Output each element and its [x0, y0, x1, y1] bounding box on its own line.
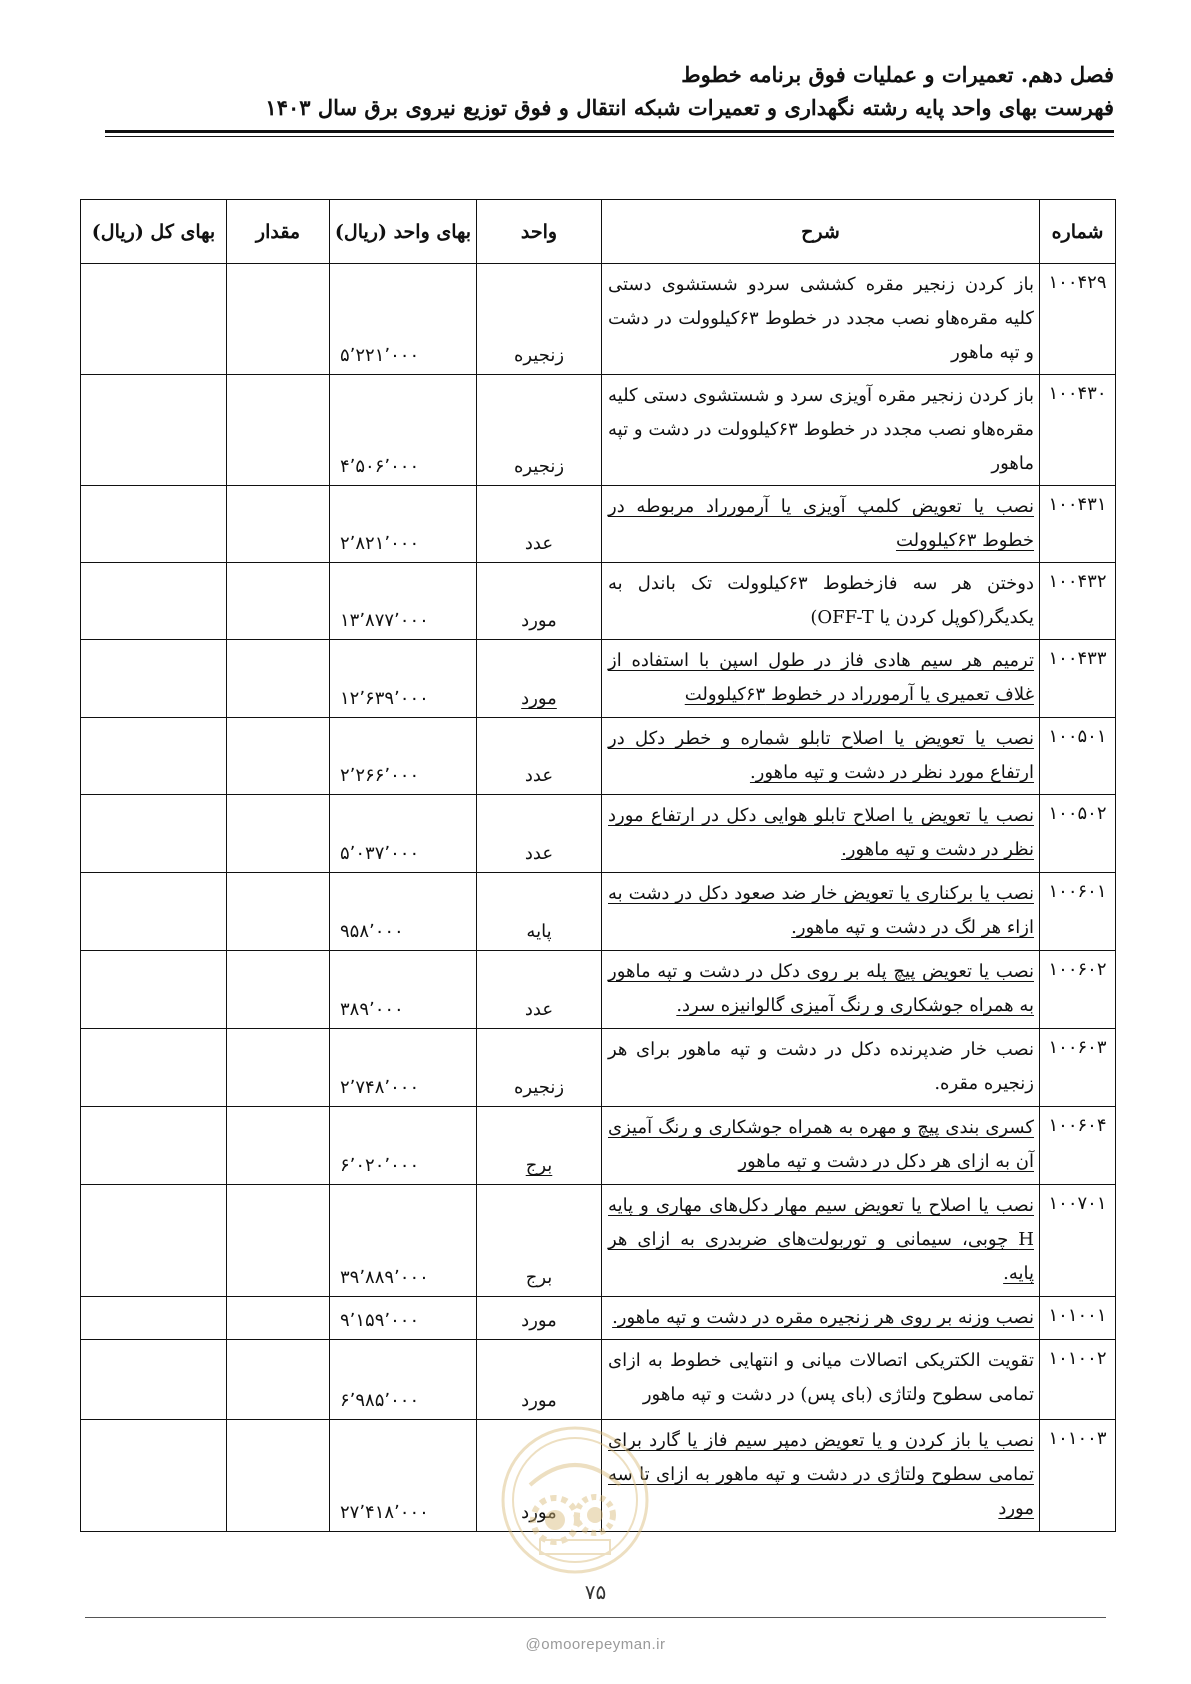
row-unit [477, 1107, 602, 1185]
table-row [81, 1420, 1116, 1532]
row-description-text: نصب یا تعویض پیچ پله بر روی دکل در دشت و تپه ماهور به همراه جوشکاری و رنگ آمیزی گالوانیزه سرد. [608, 961, 1034, 1016]
row-total-price [81, 951, 227, 1029]
row-unit: برج [477, 1185, 602, 1297]
row-total-price [81, 795, 227, 873]
table-row [81, 640, 1116, 718]
row-number: ۱۰۰۴۳۱ [1040, 486, 1116, 563]
row-unit-price: ۶٬۰۲۰٬۰۰۰ [330, 1107, 477, 1185]
row-unit: مورد [477, 563, 602, 640]
row-quantity [227, 264, 330, 375]
row-description [602, 1185, 1040, 1297]
row-unit-price: ۴٬۵۰۶٬۰۰۰ [330, 375, 477, 486]
row-total-price [81, 718, 227, 795]
row-unit-price: ۱۲٬۶۳۹٬۰۰۰ [330, 640, 477, 718]
row-unit-price: ۲٬۸۲۱٬۰۰۰ [330, 486, 477, 563]
column-header-description: شرح [602, 200, 1040, 264]
row-quantity [227, 1029, 330, 1107]
row-total-price [81, 486, 227, 563]
row-unit: مورد [477, 1340, 602, 1420]
row-description-text: نصب یا تعویض یا اصلاح تابلو هوایی دکل در ارتفاع مورد نظر در دشت و تپه ماهور. [608, 805, 1034, 860]
row-description-text: نصب وزنه بر روی هر زنجیره مقره در دشت و تپه ماهور. [612, 1307, 1034, 1328]
table-row [81, 1297, 1116, 1340]
column-header-unit-price: بهای واحد (ریال) [330, 200, 477, 264]
row-total-price [81, 375, 227, 486]
row-description [602, 1107, 1040, 1185]
row-unit-text: مورد [521, 688, 557, 709]
page-header [105, 60, 1114, 124]
row-unit: عدد [477, 795, 602, 873]
row-unit-price: ۵٬۲۲۱٬۰۰۰ [330, 264, 477, 375]
row-unit-price: ۹٬۱۵۹٬۰۰۰ [330, 1297, 477, 1340]
table-row [81, 1340, 1116, 1420]
table-row [81, 951, 1116, 1029]
row-unit: پایه [477, 873, 602, 951]
row-description-text: ترمیم هر سیم هادی فاز در طول اسپن با استفاده از غلاف تعمیری یا آرمورراد در خطوط ۶۳کیلوولت [608, 650, 1034, 705]
row-quantity [227, 563, 330, 640]
row-description-text: کسری بندی پیچ و مهره به همراه جوشکاری و رنگ آمیزی آن به ازای هر دکل در دشت و تپه ماهور [608, 1117, 1034, 1172]
row-description [602, 951, 1040, 1029]
row-number: ۱۰۱۰۰۲ [1040, 1340, 1116, 1420]
row-quantity [227, 486, 330, 563]
footer-handle: @omoorepeyman.ir [525, 1636, 666, 1653]
row-number: ۱۰۱۰۰۳ [1040, 1420, 1116, 1532]
row-unit-price: ۵٬۰۳۷٬۰۰۰ [330, 795, 477, 873]
header-rule [105, 130, 1114, 133]
row-unit-price: ۳۸۹٬۰۰۰ [330, 951, 477, 1029]
row-quantity [227, 951, 330, 1029]
document-subtitle: فهرست بهای واحد پایه رشته نگهداری و تعمیرات شبکه انتقال و فوق توزیع نیروی برق سال ۱۴۰۳ [265, 95, 1114, 120]
row-unit: زنجیره [477, 375, 602, 486]
row-description [602, 486, 1040, 563]
row-unit: عدد [477, 718, 602, 795]
row-number: ۱۰۰۵۰۱ [1040, 718, 1116, 795]
row-unit-price: ۲٬۷۴۸٬۰۰۰ [330, 1029, 477, 1107]
row-unit: مورد [477, 1297, 602, 1340]
row-total-price [81, 1185, 227, 1297]
chapter-title: فصل دهم. تعمیرات و عملیات فوق برنامه خطوط [681, 62, 1114, 87]
row-quantity [227, 1185, 330, 1297]
table-row [81, 718, 1116, 795]
row-description [602, 1297, 1040, 1340]
column-header-quantity: مقدار [227, 200, 330, 264]
row-number: ۱۰۱۰۰۱ [1040, 1297, 1116, 1340]
row-total-price [81, 1340, 227, 1420]
row-description-text: نصب یا باز کردن و یا تعویض دمپر سیم فاز یا گارد برای تمامی سطوح ولتاژی در دشت و تپه ماهور به ازای تا سه مورد [608, 1430, 1034, 1519]
row-quantity [227, 375, 330, 486]
row-description: تقویت الکتریکی اتصالات میانی و انتهایی خطوط به ازای تمامی سطوح ولتاژی (بای پس) در دشت و تپه ماهور [602, 1340, 1040, 1420]
row-total-price [81, 640, 227, 718]
row-description: باز کردن زنجیر مقره کششی سردو شستشوی دستی کلیه مقره‌هاو نصب مجدد در خطوط ۶۳کیلوولت در دشت و تپه ماهور [602, 264, 1040, 375]
footer-rule [85, 1617, 1106, 1618]
row-quantity [227, 1340, 330, 1420]
table-row [81, 873, 1116, 951]
row-unit: زنجیره [477, 264, 602, 375]
row-quantity [227, 1107, 330, 1185]
row-description-text: نصب یا تعویض یا اصلاح تابلو شماره و خطر دکل در ارتفاع مورد نظر در دشت و تپه ماهور. [608, 728, 1034, 783]
table-row [81, 563, 1116, 640]
column-header-total-price: بهای کل (ریال) [81, 200, 227, 264]
row-number: ۱۰۰۶۰۱ [1040, 873, 1116, 951]
row-total-price [81, 873, 227, 951]
row-number: ۱۰۰۴۳۲ [1040, 563, 1116, 640]
row-unit-price: ۲٬۲۶۶٬۰۰۰ [330, 718, 477, 795]
row-unit: مورد [477, 1420, 602, 1532]
row-unit [477, 640, 602, 718]
row-total-price [81, 1420, 227, 1532]
row-description-text: نصب یا برکناری یا تعویض خار ضد صعود دکل در دشت به ازاء هر لگ در دشت و تپه ماهور. [608, 883, 1034, 938]
row-description: دوختن هر سه فازخطوط ۶۳کیلوولت تک باندل به یکدیگر(کوپل کردن یا OFF-T) [602, 563, 1040, 640]
row-total-price [81, 264, 227, 375]
row-number: ۱۰۰۴۲۹ [1040, 264, 1116, 375]
row-description-text: نصب یا تعویض کلمپ آویزی یا آرمورراد مربوطه در خطوط ۶۳کیلوولت [608, 496, 1034, 551]
row-description [602, 718, 1040, 795]
row-unit-price: ۶٬۹۸۵٬۰۰۰ [330, 1340, 477, 1420]
table-row [81, 1107, 1116, 1185]
row-unit: عدد [477, 951, 602, 1029]
row-unit: عدد [477, 486, 602, 563]
row-description [602, 873, 1040, 951]
row-number: ۱۰۰۶۰۲ [1040, 951, 1116, 1029]
row-description: نصب خار ضدپرنده دکل در دشت و تپه ماهور برای هر زنجیره مقره. [602, 1029, 1040, 1107]
row-quantity [227, 873, 330, 951]
row-number: ۱۰۰۵۰۲ [1040, 795, 1116, 873]
table-row [81, 1185, 1116, 1297]
row-description [602, 795, 1040, 873]
table-row [81, 264, 1116, 375]
row-description-text: نصب یا اصلاح یا تعویض سیم مهار دکل‌های مهاری و پایه H چوبی، سیمانی و توربولت‌های ضربدری به ازای هر پایه. [608, 1195, 1034, 1284]
column-header-number: شماره [1040, 200, 1116, 264]
row-unit-price: ۹۵۸٬۰۰۰ [330, 873, 477, 951]
row-quantity [227, 1420, 330, 1532]
table-row [81, 486, 1116, 563]
row-unit-price: ۱۳٬۸۷۷٬۰۰۰ [330, 563, 477, 640]
row-quantity [227, 1297, 330, 1340]
row-number: ۱۰۰۷۰۱ [1040, 1185, 1116, 1297]
row-unit: زنجیره [477, 1029, 602, 1107]
table-row [81, 795, 1116, 873]
price-table-container [80, 199, 1115, 1532]
row-description [602, 640, 1040, 718]
row-total-price [81, 1297, 227, 1340]
row-total-price [81, 1107, 227, 1185]
row-unit-price: ۳۹٬۸۸۹٬۰۰۰ [330, 1185, 477, 1297]
page-number: ۷۵ [584, 1580, 607, 1604]
row-number: ۱۰۰۴۳۳ [1040, 640, 1116, 718]
table-row [81, 1029, 1116, 1107]
price-table [80, 199, 1116, 1532]
row-quantity [227, 718, 330, 795]
row-total-price [81, 1029, 227, 1107]
column-header-unit: واحد [477, 200, 602, 264]
row-unit-price: ۲۷٬۴۱۸٬۰۰۰ [330, 1420, 477, 1532]
row-number: ۱۰۰۶۰۴ [1040, 1107, 1116, 1185]
row-unit-text: برج [525, 1155, 553, 1176]
row-number: ۱۰۰۴۳۰ [1040, 375, 1116, 486]
row-description [602, 1420, 1040, 1532]
row-quantity [227, 640, 330, 718]
row-number: ۱۰۰۶۰۳ [1040, 1029, 1116, 1107]
table-row [81, 375, 1116, 486]
row-total-price [81, 563, 227, 640]
row-description: باز کردن زنجیر مقره آویزی سرد و شستشوی دستی کلیه مقره‌هاو نصب مجدد در خطوط ۶۳کیلوولت در دشت و تپه ماهور [602, 375, 1040, 486]
row-quantity [227, 795, 330, 873]
header-rule-thin [105, 136, 1114, 137]
table-header-row [81, 200, 1116, 264]
